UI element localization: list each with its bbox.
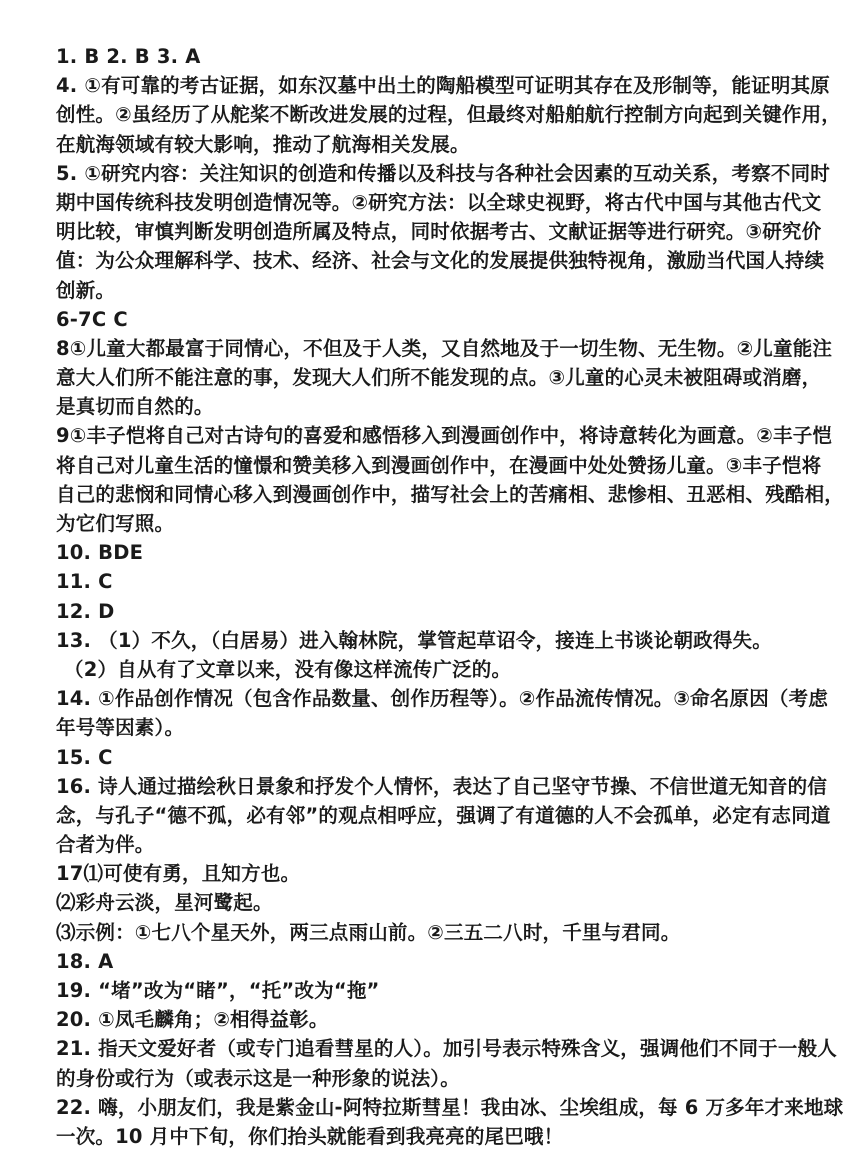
answer-10: 10. BDE [56, 541, 144, 565]
answer-12: 12. D [56, 599, 115, 623]
answer-14-line-1: 14. ①作品创作情况（包含作品数量、创作历程等）。②作品流传情况。③命名原因（考虑 [56, 687, 829, 711]
answer-4-line-2: 创性。②虽经历了从舵桨不断改进发展的过程，但最终对船舶航行控制方向起到关键作用， [56, 103, 842, 127]
answer-21-line-1: 21. 指天文爱好者（或专门追看彗星的人）。加引号表示特殊含义，强调他们不同于一般人 [56, 1037, 837, 1061]
answer-22-line-1: 22. 嗨，小朋友们，我是紫金山-阿特拉斯彗星！我由冰、尘埃组成，每 6 万多年才来地球 [56, 1095, 844, 1119]
answer-8-line-3: 是真切而自然的。 [56, 395, 214, 419]
answer-17-part-2: ⑵彩舟云淡，星河鹭起。 [56, 891, 273, 915]
answer-5-line-4: 值：为公众理解科学、技术、经济、社会与文化的发展提供独特视角，激励当代国人持续 [56, 249, 825, 273]
answer-15: 15. C [56, 745, 113, 769]
answer-5-line-3: 明比较，审慎判断发明创造所属及特点，同时依据考古、文献证据等进行研究。③研究价 [56, 220, 822, 244]
answer-4-line-1: 4. ①有可靠的考古证据，如东汉墓中出土的陶船模型可证明其存在及形制等，能证明其原 [56, 74, 830, 98]
answer-14-line-2: 年号等因素）。 [56, 716, 185, 740]
answer-4-line-3: 在航海领域有较大影响，推动了航海相关发展。 [56, 132, 470, 156]
answer-8-line-1: 8①儿童大都最富于同情心，不但及于人类，又自然地及于一切生物、无生物。②儿童能注 [56, 336, 833, 360]
answer-9-line-4: 为它们写照。 [56, 512, 175, 535]
answer-20: 20. ①凤毛麟角；②相得益彰。 [56, 1008, 329, 1032]
answer-9-line-3: 自己的悲悯和同情心移入到漫画创作中，描写社会上的苦痛相、悲惨相、丑恶相、残酷相， [56, 482, 845, 506]
answer-16-line-1: 16. 诗人通过描绘秋日景象和抒发个人情怀，表达了自己坚守节操、不信世道无知音的信 [56, 774, 828, 798]
answer-16-line-3: 合者为伴。 [56, 833, 155, 857]
answer-19: 19. “堵”改为“睹”，“托”改为“拖” [56, 979, 380, 1002]
answers-6-7: 6-7C C [56, 307, 128, 331]
answer-17-part-1: 17⑴可使有勇，且知方也。 [56, 862, 301, 886]
answer-11: 11. C [56, 570, 113, 594]
answer-18: 18. A [56, 949, 114, 973]
answer-17-part-3: ⑶示例：①七八个星天外，两三点雨山前。②三五二八时，千里与君同。 [56, 920, 681, 944]
answer-13-part-2: （2）自从有了文章以来，没有像这样流传广泛的。 [64, 657, 512, 681]
answer-13-part-1: 13. （1）不久，（白居易）进入翰林院，掌管起草诏令，接连上书谈论朝政得失。 [56, 628, 772, 652]
answer-22-line-2: 一次。10 月中下旬，你们抬头就能看到我亮亮的尾巴哦！ [56, 1124, 564, 1148]
answer-8-line-2: 意大人们所不能注意的事，发现大人们所不能发现的点。③儿童的心灵未被阻碍或消磨， [56, 366, 822, 390]
answer-9-line-2: 将自己对儿童生活的憧憬和赞美移入到漫画创作中，在漫画中处处赞扬儿童。③丰子恺将 [56, 453, 822, 477]
answer-9-line-1: 9①丰子恺将自己对古诗句的喜爱和感悟移入到漫画创作中，将诗意转化为画意。②丰子恺 [56, 424, 833, 448]
answer-21-line-2: 的身份或行为（或表示这是一种形象的说法）。 [56, 1066, 460, 1090]
answer-5-line-2: 期中国传统科技发明创造情况等。②研究方法：以全球史视野，将古代中国与其他古代文 [56, 190, 822, 214]
answer-5-line-5: 创新。 [56, 278, 116, 302]
answer-5-line-1: 5. ①研究内容：关注知识的创造和传播以及科技与各种社会因素的互动关系，考察不同时 [56, 161, 830, 185]
answer-16-line-2: 念，与孔子“德不孤，必有邻”的观点相呼应，强调了有道德的人不会孤单，必定有志同道 [56, 803, 831, 827]
answer-key-document [56, 42, 845, 1151]
answers-1-3: 1. B 2. B 3. A [56, 45, 201, 68]
